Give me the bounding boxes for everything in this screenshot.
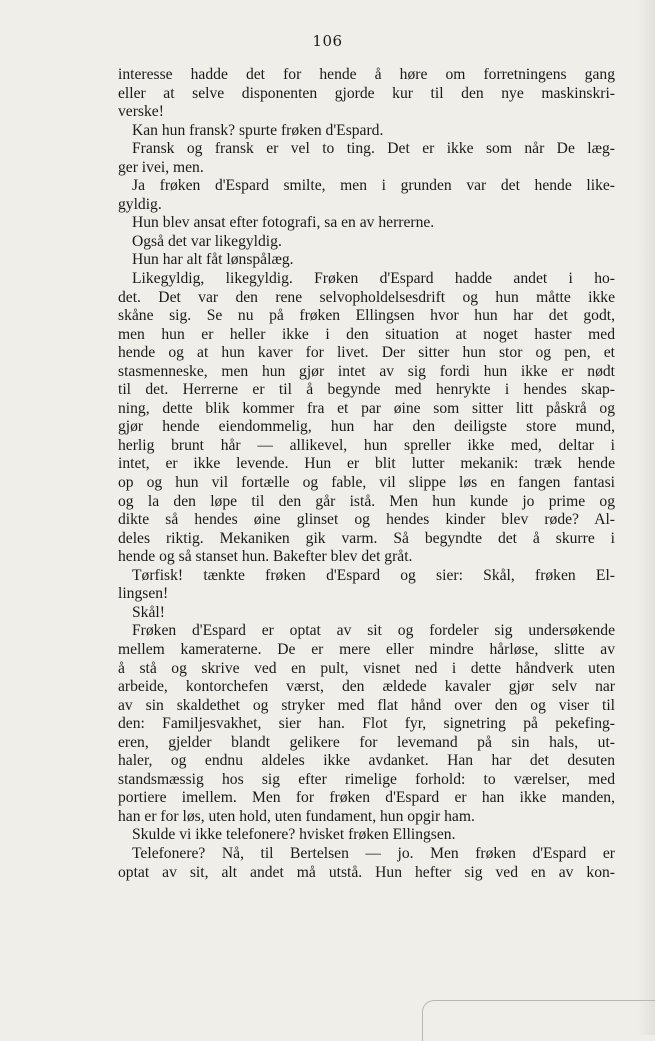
text-line: Tørfisk! tænkte frøken d'Espard og sier: Skål, frøken El- (132, 566, 615, 584)
text-line: ning, dette blik kommer fra et par øine som sitter litt påskrå og (118, 399, 615, 417)
page-number: 106 (312, 32, 343, 50)
text-line: men hun er heller ikke i den situation at noget haster med (118, 325, 615, 343)
text-line: av sin skaldethet og stryker med flat hånd over den og viser til (118, 696, 615, 714)
text-line: Likegyldig, likegyldig. Frøken d'Espard hadde andet i ho- (132, 270, 615, 288)
text-line: haler, og endnu aldeles ikke avdanket. Han har det desuten (118, 752, 615, 770)
text-line: Frøken d'Espard er optat av sit og fordeler sig undersøkende (132, 622, 615, 640)
text-line: og la den løpe til den går istå. Men hun kunde jo prime og (118, 492, 615, 510)
text-line: eren, gjelder blandt gelikere for levemand på sin hals, ut- (118, 733, 615, 751)
text-line: hende og så stanset hun. Bakefter blev det gråt. (118, 548, 413, 566)
text-line: Skål! (132, 603, 165, 621)
text-line: eller at selve disponenten gjorde kur til den nye maskinskri- (118, 84, 615, 102)
text-line: Hun har alt fåt lønspålæg. (132, 251, 294, 269)
text-line: op og hun vil fortælle og fable, vil slippe løs en fangen fantasi (118, 474, 615, 492)
text-line: Kan hun fransk? spurte frøken d'Espard. (132, 121, 384, 139)
text-line: å stå og skrive ved en pult, visnet ned i dette håndverk uten (118, 659, 615, 677)
text-line: gjør hende eiendommelig, hun har den deiligste store mund, (118, 418, 615, 436)
text-line: intet, er ikke levende. Hun er blit lutter mekanik: træk hende (118, 455, 615, 473)
text-line: ger ivei, men. (118, 158, 204, 176)
text-line: lingsen! (118, 585, 169, 603)
text-line: Fransk og fransk er vel to ting. Det er ikke som når De læg- (132, 140, 615, 158)
text-line: Også det var likegyldig. (132, 232, 282, 250)
text-line: gyldig. (118, 195, 162, 213)
text-line: han er for løs, uten hold, uten fundament, hun opgir ham. (118, 807, 475, 825)
text-line: herlig brunt hår — allikevel, hun spreller ikke med, deltar i (118, 436, 615, 454)
text-line: Skulde vi ikke telefonere? hvisket frøken Ellingsen. (132, 826, 456, 844)
text-line: skåne sig. Se nu på frøken Ellingsen hvor hun har det godt, (118, 307, 615, 325)
text-line: interesse hadde det for hende å høre om forretningens gang (118, 66, 615, 83)
text-line: Telefonere? Nå, til Bertelsen — jo. Men frøken d'Espard er (132, 844, 615, 862)
text-line: arbeide, kontorchefen værst, den ældede kavaler gjør selv nar (118, 678, 615, 696)
text-line: verske! (118, 103, 164, 121)
text-line: det. Det var den rene selvopholdelsesdrift og hun måtte ikke (118, 288, 615, 306)
text-line: Hun blev ansat efter fotografi, sa en av herrerne. (132, 214, 435, 232)
text-line: standsmæssig hos sig efter rimelige forhold: to værelser, med (118, 770, 615, 788)
body-text (118, 66, 615, 882)
text-line: den: Familjesvakhet, sier han. Flot fyr, signetring på pekefing- (118, 715, 615, 733)
text-line: Ja frøken d'Espard smilte, men i grunden var det hende like- (132, 177, 615, 195)
text-line: portiere imellem. Men for frøken d'Espard er han ikke manden, (118, 789, 615, 807)
text-line: deles riktig. Mekaniken gik varm. Så begyndte det å skurre i (118, 529, 615, 547)
text-line: hende og at hun kaver for livet. Der sitter hun stor og pen, et (118, 344, 615, 362)
text-line: optat av sit, alt andet må utstå. Hun hefter sig ved en av kon- (118, 863, 615, 881)
page-edge-shadow (638, 0, 655, 1035)
text-line: til det. Herrerne er til å begynde med henrykte i hendes skap- (118, 381, 615, 399)
text-line: stasmenneske, men hun gjør intet av sig fordi hun ikke er nødt (118, 362, 615, 380)
text-line: dikte så hendes øine glinset og hendes kinder blev røde? Al- (118, 511, 615, 529)
text-line: mellem kameraterne. De er mere eller mindre hårløse, slitte av (118, 640, 615, 658)
